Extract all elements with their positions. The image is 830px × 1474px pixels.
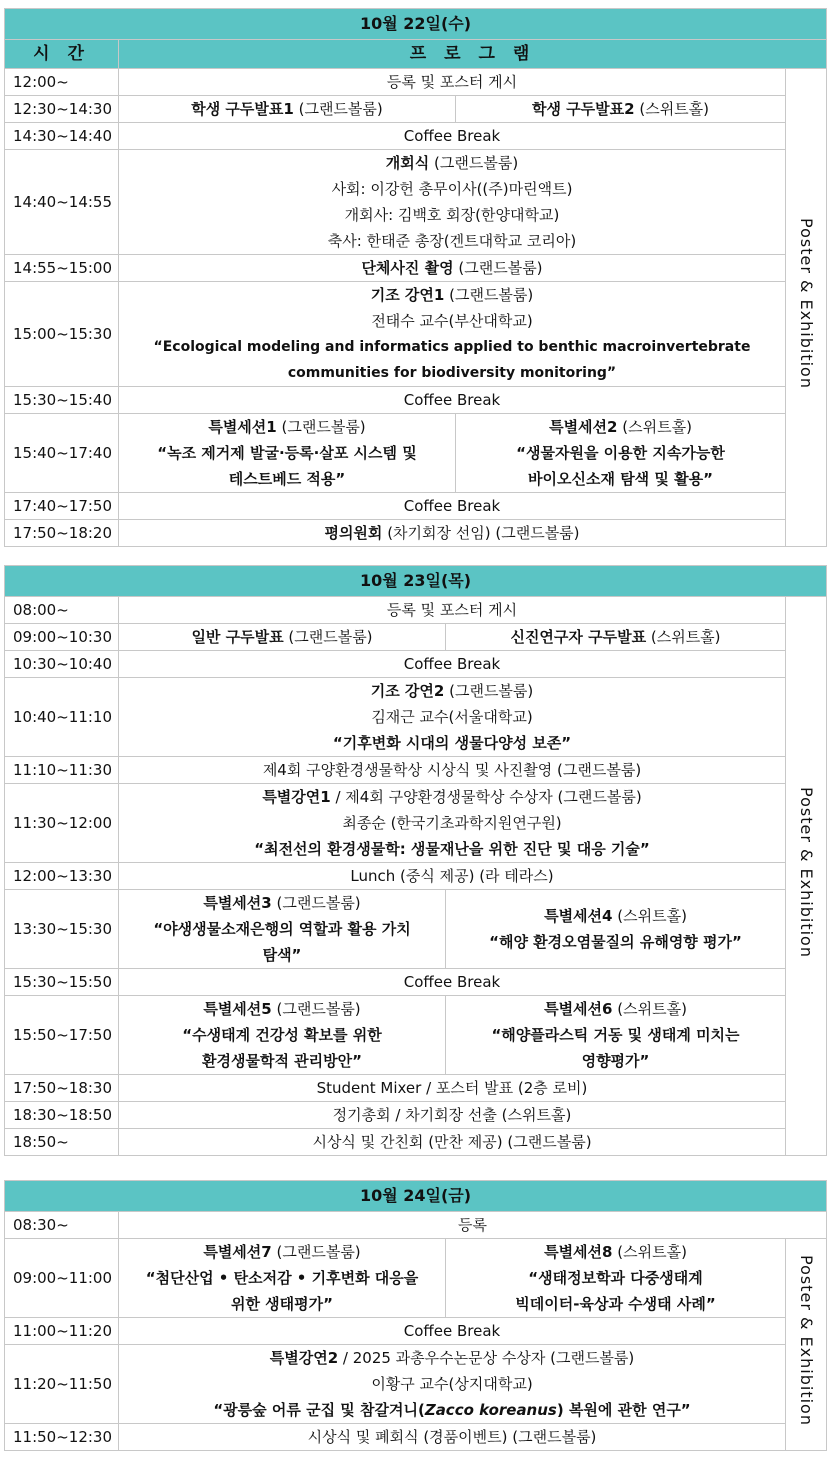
time-cell: 17:50~18:20 — [5, 520, 119, 547]
schedule-row — [5, 255, 827, 282]
schedule-row — [5, 651, 827, 678]
schedule-row — [5, 1239, 827, 1318]
program-cell-left — [119, 996, 446, 1075]
day3-title: 10월 24일(금) — [5, 1181, 827, 1212]
session-venue: (그랜드볼룸) — [444, 286, 534, 304]
session-title: 특별강연2 — [269, 1349, 339, 1367]
session-title: 학생 구두발표2 — [531, 100, 635, 118]
poster-exhibition-label — [786, 597, 827, 1156]
side-label-text: Poster & Exhibition — [797, 1255, 817, 1426]
program-cell-right — [446, 624, 786, 651]
time-cell: 09:00~11:00 — [5, 1239, 119, 1318]
talk-title-line: “기후변화 시대의 생물다양성 보존” — [332, 734, 572, 752]
program-cell-right — [456, 414, 786, 493]
session-venue: (그랜드볼룸) — [271, 1000, 361, 1018]
program-cell: Coffee Break — [119, 1318, 786, 1345]
session-venue: (그랜드볼룸) — [453, 259, 543, 277]
poster-exhibition-label — [786, 1239, 827, 1451]
session-title: 기조 강연2 — [370, 682, 445, 700]
program-cell: Coffee Break — [119, 123, 786, 150]
time-cell: 12:30~14:30 — [5, 96, 119, 123]
session-venue: (차기회장 선임) (그랜드볼룸) — [382, 524, 580, 542]
program-cell — [119, 282, 786, 387]
session-topic-line: “해양 환경오염물질의 유해영향 평가” — [489, 933, 742, 951]
program-cell-left — [119, 624, 446, 651]
session-venue: (스위트홀) — [617, 418, 692, 436]
time-cell: 15:30~15:50 — [5, 969, 119, 996]
time-cell: 12:00~13:30 — [5, 863, 119, 890]
talk-title-line: “최전선의 환경생물학: 생물재난을 위한 진단 및 대응 기술” — [254, 840, 650, 858]
time-cell: 17:50~18:30 — [5, 1075, 119, 1102]
time-cell: 09:00~10:30 — [5, 624, 119, 651]
session-title: 특별세션3 — [203, 894, 272, 912]
talk-title-line — [119, 1397, 785, 1423]
program-line: 개회사: 김백호 회장(한양대학교) — [344, 206, 560, 224]
time-cell: 11:00~11:20 — [5, 1318, 119, 1345]
schedule-row — [5, 493, 827, 520]
session-topic-line: 탐색” — [262, 946, 302, 964]
schedule-row — [5, 1318, 827, 1345]
session-title: 기조 강연1 — [370, 286, 445, 304]
time-cell: 14:30~14:40 — [5, 123, 119, 150]
program-cell: Student Mixer / 포스터 발표 (2층 로비) — [119, 1075, 786, 1102]
program-cell: Coffee Break — [119, 493, 786, 520]
schedule-row — [5, 996, 827, 1075]
session-title: 특별세션7 — [203, 1243, 272, 1261]
program-cell — [119, 255, 786, 282]
program-cell-right — [446, 1239, 786, 1318]
program-line: 사회: 이강헌 총무이사((주)마린액트) — [331, 180, 573, 198]
session-venue: (그랜드볼룸) — [271, 894, 361, 912]
session-venue: (그랜드볼룸) — [276, 418, 366, 436]
time-column-header: 시 간 — [5, 40, 119, 69]
program-cell: 등록 — [119, 1212, 827, 1239]
schedule-row — [5, 1424, 827, 1451]
schedule-row — [5, 282, 827, 387]
session-topic-line: “야생생물소재은행의 역할과 활용 가치 — [153, 920, 411, 938]
schedule-row — [5, 757, 827, 784]
schedule-row — [5, 624, 827, 651]
session-title: 특별세션4 — [544, 907, 613, 925]
session-topic-line: “녹조 제거제 발굴·등록·살포 시스템 및 — [157, 444, 417, 462]
program-cell — [119, 678, 786, 757]
day2-schedule — [4, 565, 826, 1156]
side-label-text: Poster & Exhibition — [797, 218, 817, 389]
talk-title-line: communities for biodiversity monitoring” — [287, 365, 617, 381]
schedule-row — [5, 784, 827, 863]
session-venue: (스위트홀) — [634, 100, 710, 118]
speaker-line: 이황구 교수(상지대학교) — [371, 1375, 533, 1393]
program-column-header: 프 로 그 램 — [119, 40, 827, 69]
session-topic-line: 바이오신소재 탐색 및 활용” — [528, 470, 713, 488]
program-cell — [119, 1345, 786, 1424]
time-cell: 10:40~11:10 — [5, 678, 119, 757]
time-cell: 08:00~ — [5, 597, 119, 624]
session-topic-line: “생물자원을 이용한 지속가능한 — [516, 444, 725, 462]
schedule-row — [5, 96, 827, 123]
program-cell-left — [119, 96, 456, 123]
session-venue: (그랜드볼룸) — [271, 1243, 361, 1261]
time-cell: 15:00~15:30 — [5, 282, 119, 387]
talk-title-line: “Ecological modeling and informatics applied to benthic macroinvertebrate — [153, 339, 751, 355]
session-topic-line: “해양플라스틱 거동 및 생태계 미치는 — [491, 1026, 740, 1044]
program-cell: Coffee Break — [119, 387, 786, 414]
program-cell: Lunch (중식 제공) (라 테라스) — [119, 863, 786, 890]
schedule-row — [5, 890, 827, 969]
schedule-row — [5, 597, 827, 624]
session-topic-line: 영향평가” — [581, 1052, 650, 1070]
speaker-line: 전태수 교수(부산대학교) — [371, 312, 533, 330]
program-cell: Coffee Break — [119, 651, 786, 678]
session-venue: (스위트홀) — [612, 907, 687, 925]
time-cell: 15:40~17:40 — [5, 414, 119, 493]
schedule-row — [5, 969, 827, 996]
time-cell: 14:55~15:00 — [5, 255, 119, 282]
program-cell — [119, 150, 786, 255]
schedule-row — [5, 69, 827, 96]
program-cell-left — [119, 1239, 446, 1318]
program-cell-right — [446, 996, 786, 1075]
schedule-row — [5, 1075, 827, 1102]
schedule-row — [5, 520, 827, 547]
session-topic-line: “생태정보학과 다중생태계 — [528, 1269, 703, 1287]
time-cell: 10:30~10:40 — [5, 651, 119, 678]
day3-schedule — [4, 1180, 826, 1451]
session-venue: (스위트홀) — [646, 628, 721, 646]
program-cell-left — [119, 890, 446, 969]
day2-title: 10월 23일(목) — [5, 566, 827, 597]
program-cell: 등록 및 포스터 게시 — [119, 597, 786, 624]
program-cell: 제4회 구양환경생물학상 시상식 및 사진촬영 (그랜드볼룸) — [119, 757, 786, 784]
side-label-text: Poster & Exhibition — [797, 786, 817, 958]
schedule-row — [5, 678, 827, 757]
time-cell: 11:10~11:30 — [5, 757, 119, 784]
program-cell: Coffee Break — [119, 969, 786, 996]
session-topic-line: 위한 생태평가” — [230, 1295, 334, 1313]
session-topic-line: “수생태계 건강성 확보를 위한 — [182, 1026, 382, 1044]
program-line: 축사: 한태준 총장(겐트대학교 코리아) — [327, 232, 577, 250]
time-cell: 11:50~12:30 — [5, 1424, 119, 1451]
program-cell: 시상식 및 간친회 (만찬 제공) (그랜드볼룸) — [119, 1129, 786, 1156]
schedule-row — [5, 150, 827, 255]
program-cell — [119, 784, 786, 863]
session-topic-line: 빅데이터-육상과 수생태 사례” — [515, 1295, 716, 1313]
program-cell: 등록 및 포스터 게시 — [119, 69, 786, 96]
day1-schedule — [4, 8, 826, 547]
speaker-line: 최종순 (한국기초과학지원연구원) — [342, 814, 562, 832]
program-cell — [119, 520, 786, 547]
time-cell: 11:20~11:50 — [5, 1345, 119, 1424]
schedule-row — [5, 414, 827, 493]
session-venue: / 2025 과총우수논문상 수상자 (그랜드볼룸) — [338, 1349, 635, 1367]
program-cell: 정기총회 / 차기회장 선출 (스위트홀) — [119, 1102, 786, 1129]
schedule-row — [5, 1345, 827, 1424]
session-title: 특별세션6 — [544, 1000, 613, 1018]
schedule-row — [5, 123, 827, 150]
session-title: 특별강연1 — [262, 788, 331, 806]
schedule-row — [5, 1212, 827, 1239]
session-venue: (그랜드볼룸) — [293, 100, 383, 118]
session-title: 단체사진 촬영 — [361, 259, 454, 277]
time-cell: 15:30~15:40 — [5, 387, 119, 414]
session-venue: (스위트홀) — [612, 1000, 687, 1018]
species-name: Zacco koreanus — [424, 1401, 557, 1419]
session-title: 신진연구자 구두발표 — [510, 628, 647, 646]
session-topic-line: “첨단산업 • 탄소저감 • 기후변화 대응을 — [145, 1269, 419, 1287]
session-venue: (스위트홀) — [612, 1243, 687, 1261]
time-cell: 15:50~17:50 — [5, 996, 119, 1075]
session-title: 특별세션5 — [203, 1000, 272, 1018]
program-cell-right — [446, 890, 786, 969]
session-venue: / 제4회 구양환경생물학상 수상자 (그랜드볼룸) — [330, 788, 642, 806]
time-cell: 11:30~12:00 — [5, 784, 119, 863]
poster-exhibition-label — [786, 69, 827, 547]
time-cell: 18:30~18:50 — [5, 1102, 119, 1129]
session-title: 학생 구두발표1 — [191, 100, 294, 118]
schedule-row — [5, 387, 827, 414]
speaker-line: 김재근 교수(서울대학교) — [371, 708, 533, 726]
time-cell: 14:40~14:55 — [5, 150, 119, 255]
time-cell: 17:40~17:50 — [5, 493, 119, 520]
session-venue: (그랜드볼룸) — [283, 628, 373, 646]
time-cell: 18:50~ — [5, 1129, 119, 1156]
session-venue: (그랜드볼룸) — [429, 154, 519, 172]
schedule-row — [5, 1129, 827, 1156]
program-cell-right — [456, 96, 786, 123]
time-cell: 12:00~ — [5, 69, 119, 96]
schedule-row — [5, 863, 827, 890]
session-title: 평의원회 — [324, 524, 383, 542]
session-venue: (그랜드볼룸) — [444, 682, 534, 700]
time-cell: 13:30~15:30 — [5, 890, 119, 969]
session-topic-line: 테스트베드 적용” — [228, 470, 346, 488]
time-cell: 08:30~ — [5, 1212, 119, 1239]
session-topic-line: 환경생물학적 관리방안” — [202, 1052, 362, 1070]
session-title: 특별세션2 — [549, 418, 618, 436]
schedule-row — [5, 1102, 827, 1129]
session-title: 개회식 — [385, 154, 430, 172]
day1-title: 10월 22일(수) — [5, 9, 827, 40]
session-title: 특별세션1 — [208, 418, 277, 436]
talk-title-part: “광릉숲 어류 군집 및 참갈겨니( — [213, 1401, 425, 1419]
program-cell: 시상식 및 폐회식 (경품이벤트) (그랜드볼룸) — [119, 1424, 786, 1451]
session-title: 특별세션8 — [544, 1243, 613, 1261]
talk-title-part: ) 복원에 관한 연구” — [556, 1401, 691, 1419]
session-title: 일반 구두발표 — [191, 628, 284, 646]
program-cell-left — [119, 414, 456, 493]
